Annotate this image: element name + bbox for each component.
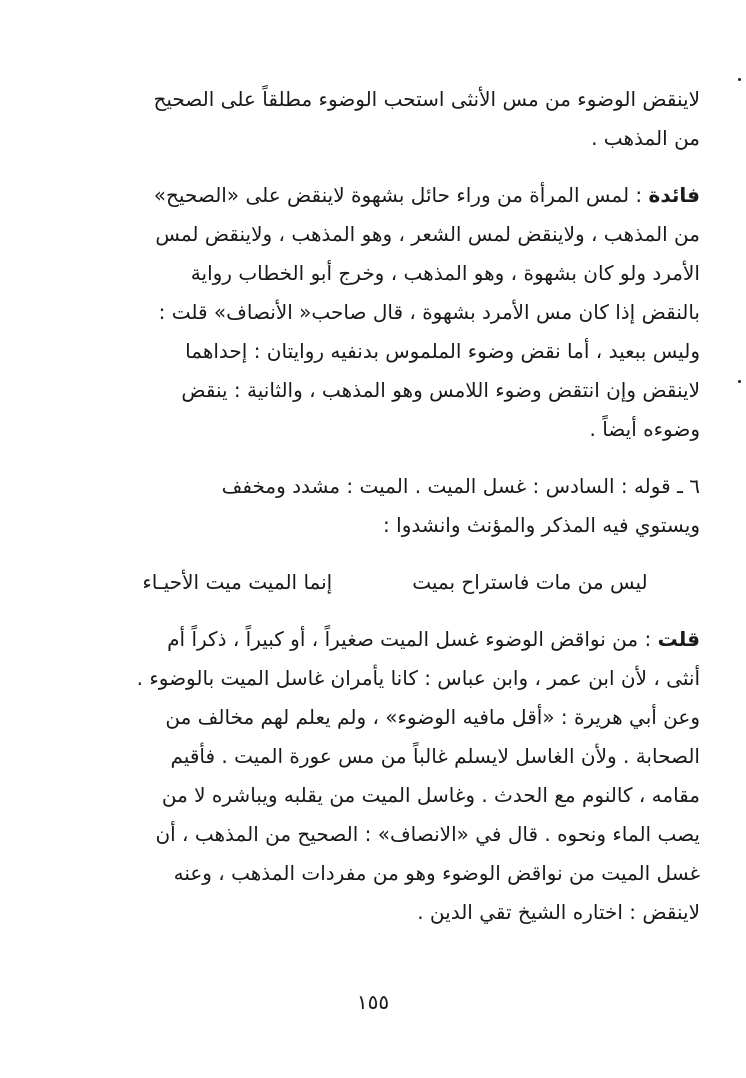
paragraph-1	[90, 80, 700, 158]
text-line: لاينقض الوضوء من مس الأنثى استحب الوضوء مطلقاً على الصحيح	[153, 87, 700, 111]
text-line: الصحابة . ولأن الغاسل لايسلم غالباً من مس عورة الميت . فأقيم	[170, 744, 700, 768]
paragraph-gap	[90, 449, 700, 467]
qultu-label: قلت	[657, 627, 700, 651]
text-line	[90, 620, 700, 659]
text-line: ٦ ـ قوله : السادس : غسل الميت . الميت : مشدد ومخفف	[221, 474, 700, 498]
text-line: وعن أبي هريرة : «أقل مافيه الوضوء» ، ولم يعلم لهم مخالف من	[165, 705, 700, 729]
margin-dot-top	[738, 78, 741, 81]
text-line: الأمرد ولو كان بشهوة ، وهو المذهب ، وخرج أبو الخطاب رواية	[190, 261, 700, 285]
text-line: غسل الميت من نواقض الوضوء وهو من مفردات المذهب ، وعنه	[173, 861, 700, 885]
paragraph-4	[90, 620, 700, 932]
verse-first-hemistich: ليس من مات فاستراح بميت	[412, 570, 648, 594]
margin-dot-middle	[738, 380, 741, 383]
page-number: ١٥٥	[356, 990, 390, 1014]
faida-label: فائدة	[648, 183, 700, 207]
text-line: بالنقض إذا كان مس الأمرد بشهوة ، قال صاحب« الأنصاف» قلت :	[158, 300, 700, 324]
text-line: لاينقض وإن انتقض وضوء اللامس وهو المذهب ، والثانية : ينقض	[181, 378, 700, 402]
verse-second-hemistich: إنما الميت ميت الأحيـاء	[142, 570, 333, 594]
paragraph-gap	[90, 602, 700, 620]
paragraph-2	[90, 176, 700, 449]
paragraph-gap	[90, 545, 700, 563]
text-line: وليس ببعيد ، أما نقض وضوء الملموس بدنفيه روايتان : إحداهما	[185, 339, 700, 363]
qultu-first-line: : من نواقض الوضوء غسل الميت صغيراً ، أو كبيراً ، ذكراً أم	[167, 627, 652, 651]
text-line: ويستوي فيه المذكر والمؤنث وانشدوا :	[383, 513, 700, 537]
poetry-verse	[90, 563, 700, 602]
text-line: من المذهب .	[591, 126, 700, 150]
text-line: يصب الماء ونحوه . قال في «الانصاف» : الصحيح من المذهب ، أن	[155, 822, 700, 846]
text-line: وضوءه أيضاً .	[589, 417, 700, 441]
faida-first-line: : لمس المرأة من وراء حائل بشهوة لاينقض على «الصحيح»	[153, 183, 643, 207]
paragraph-3	[90, 467, 700, 545]
text-line: من المذهب ، ولاينقض لمس الشعر ، وهو المذهب ، ولاينقض لمس	[155, 222, 700, 246]
paragraph-gap	[90, 158, 700, 176]
text-line: أنثى ، لأن ابن عمر ، وابن عباس : كانا يأمران غاسل الميت بالوضوء .	[136, 666, 700, 690]
page-body	[90, 80, 700, 932]
text-line: مقامه ، كالنوم مع الحدث . وغاسل الميت من يقلبه ويباشره لا من	[161, 783, 700, 807]
text-line: لاينقض : اختاره الشيخ تقي الدين .	[417, 900, 700, 924]
text-line	[90, 176, 700, 215]
